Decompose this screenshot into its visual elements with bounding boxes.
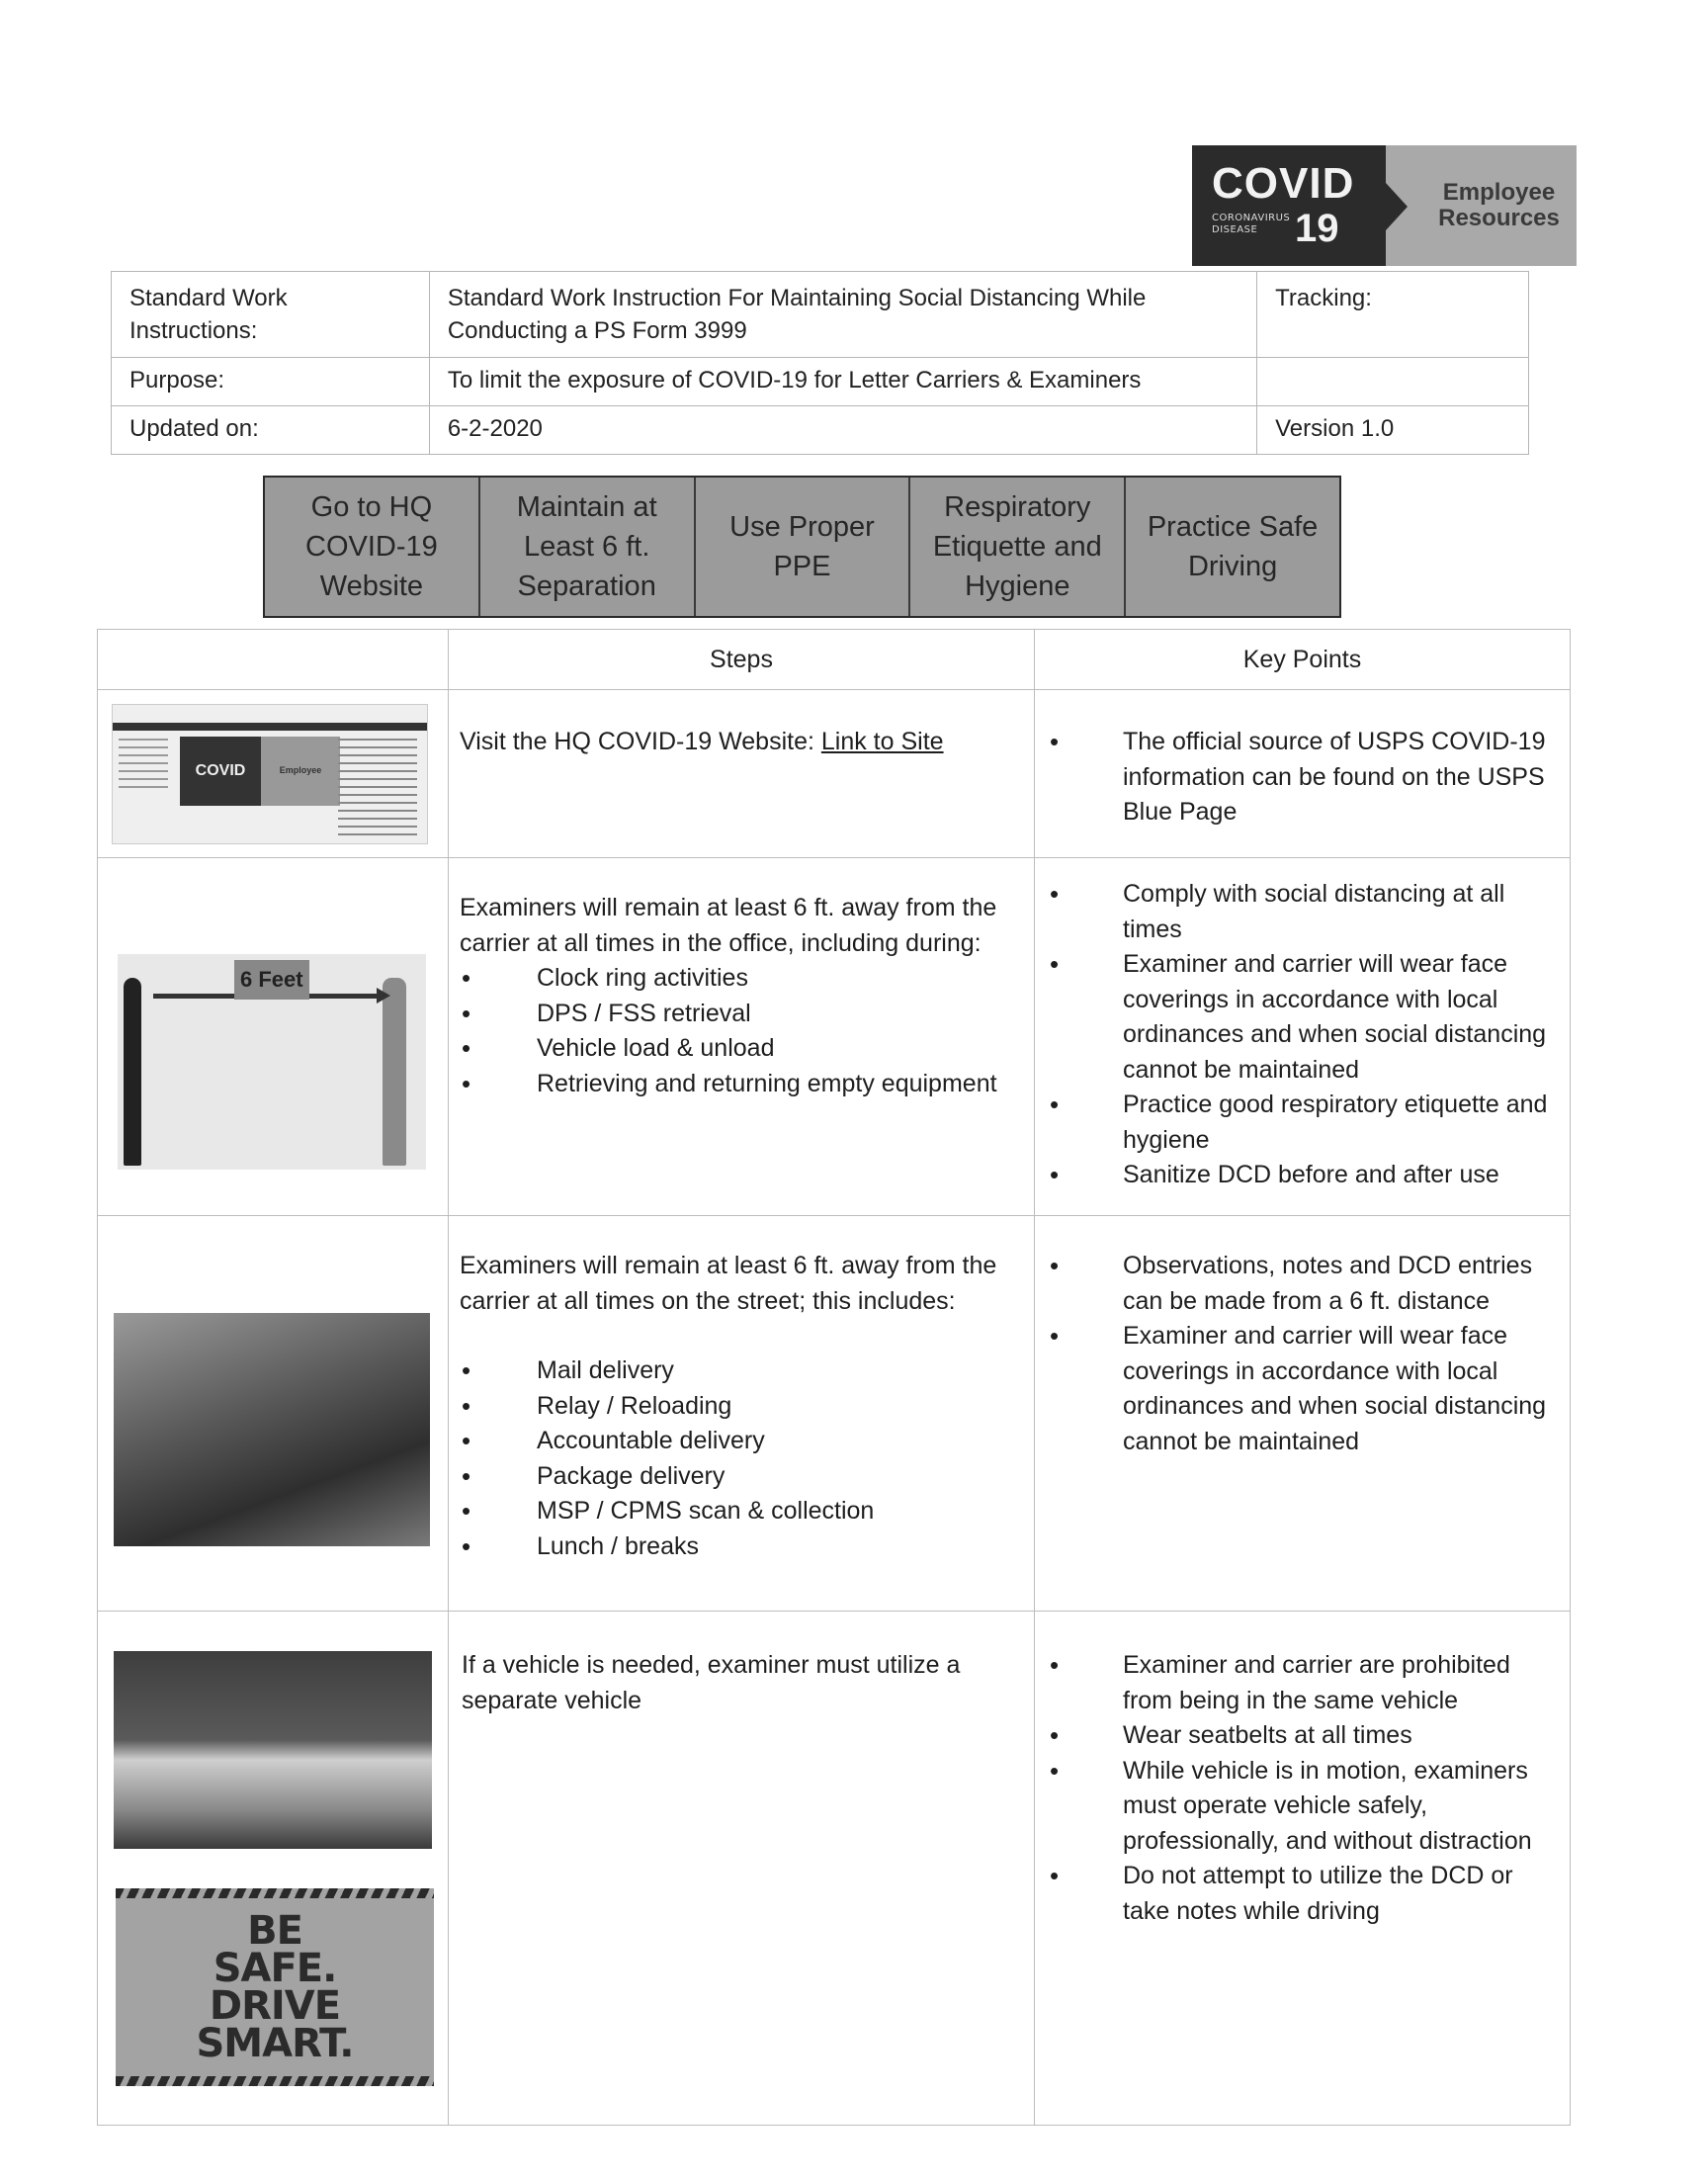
sign-line: BE (247, 1908, 302, 1954)
document-info-table (111, 271, 1529, 455)
covid-employee-resources-logo (1192, 145, 1577, 266)
info-extra (1257, 358, 1529, 406)
key-point: • Examiner and carrier will wear face coverings in accordance with local ordinances and when social distancing cannot be maintained (1048, 1319, 1561, 1459)
person-silhouette-icon (124, 978, 141, 1166)
website-screenshot-image (112, 704, 428, 844)
image-column-header (98, 630, 449, 690)
table-row (98, 858, 1571, 1216)
sign-line: DRIVE (209, 1983, 341, 2029)
steps-table (97, 629, 1571, 2126)
image-cell (98, 1216, 449, 1612)
step-items-list (460, 1353, 1023, 1564)
step-item: • Clock ring activities (460, 961, 1023, 997)
step-item: • MSP / CPMS scan & collection (460, 1494, 1023, 1529)
step-text (450, 859, 1033, 1101)
link-to-site[interactable]: Link to Site (820, 728, 944, 755)
carrier-unloading-photo (114, 1313, 430, 1546)
key-points-cell (1035, 690, 1571, 858)
logo-subtitle (1212, 213, 1290, 236)
key-points-list (1036, 1217, 1569, 1459)
person-silhouette-icon (383, 978, 406, 1166)
postal-van-photo (114, 1651, 432, 1849)
info-label: Standard Work Instructions: (112, 272, 430, 358)
key-points-cell (1035, 1612, 1571, 2126)
step-items-list (460, 961, 1023, 1101)
table-row (98, 1216, 1571, 1612)
key-points-list (1036, 859, 1569, 1193)
guidance-banner (263, 476, 1341, 618)
step-intro: Examiners will remain at least 6 ft. away from the carrier at all times in the office, including during: (460, 894, 997, 957)
info-value: Standard Work Instruction For Maintaining Social Distancing While Conducting a PS Form 3999 (429, 272, 1256, 358)
site-quick-links (338, 739, 417, 837)
key-point: • Examiner and carrier will wear face coverings in accordance with local ordinances and when social distancing cannot be maintained (1048, 947, 1561, 1088)
banner-hq-website: Go to HQ COVID-19 Website (265, 478, 480, 616)
table-row (98, 1612, 1571, 2126)
key-points-list (1036, 691, 1569, 830)
site-covid-logo (180, 737, 340, 806)
step-intro: If a vehicle is needed, examiner must utilize a separate vehicle (462, 1651, 961, 1714)
arrowhead-icon (377, 988, 390, 1004)
step-text (450, 691, 1033, 760)
step-cell (449, 858, 1035, 1216)
key-point: • Sanitize DCD before and after use (1048, 1158, 1561, 1193)
key-point: • The official source of USPS COVID-19 information can be found on the USPS Blue Page (1048, 725, 1561, 830)
banner-respiratory: Respiratory Etiquette and Hygiene (910, 478, 1126, 616)
banner-ppe: Use Proper PPE (696, 478, 911, 616)
version-label: Version 1.0 (1257, 406, 1529, 455)
steps-column-header: Steps (449, 630, 1035, 690)
logo-arrow-icon (1386, 183, 1408, 230)
site-sidebar (119, 739, 168, 788)
table-row (98, 690, 1571, 858)
six-feet-distance-image (118, 954, 426, 1170)
key-point: • Observations, notes and DCD entries can be made from a 6 ft. distance (1048, 1249, 1561, 1319)
step-item: • Vehicle load & unload (460, 1031, 1023, 1067)
image-cell (98, 690, 449, 858)
step-item: • Accountable delivery (460, 1424, 1023, 1459)
hazard-stripe (116, 1888, 434, 1898)
site-nav-bar (113, 723, 427, 731)
step-text (450, 1217, 1033, 1564)
step-item: • Package delivery (460, 1459, 1023, 1495)
table-header-row (98, 630, 1571, 690)
spacer (460, 1319, 1023, 1353)
key-point: • Do not attempt to utilize the DCD or take notes while driving (1048, 1859, 1561, 1929)
step-text (450, 1613, 1033, 1718)
step-item: • Relay / Reloading (460, 1389, 1023, 1425)
key-points-cell (1035, 1216, 1571, 1612)
key-point: • Wear seatbelts at all times (1048, 1718, 1561, 1754)
info-label: Updated on: (112, 406, 430, 455)
step-item: • Mail delivery (460, 1353, 1023, 1389)
site-logo-dark: COVID (180, 737, 261, 806)
sign-line: SAFE. (213, 1946, 337, 1991)
logo-sub-line1: CORONAVIRUS (1212, 213, 1291, 223)
covid19-logo-mark (1192, 145, 1386, 266)
logo-covid-text: COVID (1212, 159, 1355, 208)
hazard-stripe (116, 2076, 434, 2086)
step-item: • DPS / FSS retrieval (460, 997, 1023, 1032)
logo-employee: Employee (1442, 179, 1556, 206)
image-cell (98, 858, 449, 1216)
step-cell (449, 1216, 1035, 1612)
banner-safe-driving: Practice Safe Driving (1147, 511, 1319, 582)
six-feet-label: 6 Feet (234, 960, 309, 1000)
banner-six-feet: Maintain at Least 6 ft. Separation (480, 478, 696, 616)
step-intro: Visit the HQ COVID-19 Website: (460, 728, 821, 755)
step-intro: Examiners will remain at least 6 ft. away from the carrier at all times on the street; this includes: (460, 1252, 997, 1315)
logo-employee-resources (1386, 145, 1577, 266)
info-row-updated (112, 406, 1529, 455)
logo-19-text: 19 (1295, 207, 1339, 250)
key-points-list (1036, 1613, 1569, 1929)
logo-sub-line2: DISEASE (1212, 224, 1258, 235)
info-row-purpose (112, 358, 1529, 406)
step-cell (449, 690, 1035, 858)
logo-resources: Resources (1438, 205, 1560, 231)
tracking-label: Tracking: (1257, 272, 1529, 358)
step-item: • Lunch / breaks (460, 1529, 1023, 1565)
step-item: • Retrieving and returning empty equipment (460, 1067, 1023, 1102)
logo-employee-resources-text (1403, 180, 1560, 231)
info-value: 6-2-2020 (429, 406, 1256, 455)
info-value: To limit the exposure of COVID-19 for Letter Carriers & Examiners (429, 358, 1256, 406)
step-cell (449, 1612, 1035, 2126)
key-point: • Examiner and carrier are prohibited from being in the same vehicle (1048, 1648, 1561, 1718)
be-safe-drive-smart-sign (116, 1888, 434, 2086)
sign-line: SMART. (196, 2021, 354, 2066)
image-cell (98, 1612, 449, 2126)
info-row-title (112, 272, 1529, 358)
key-point: • Comply with social distancing at all times (1048, 877, 1561, 947)
key-points-column-header: Key Points (1035, 630, 1571, 690)
site-logo-light: Employee (261, 737, 340, 806)
key-point: • Practice good respiratory etiquette and hygiene (1048, 1088, 1561, 1158)
key-points-cell (1035, 858, 1571, 1216)
key-point: • While vehicle is in motion, examiners must operate vehicle safely, professionally, and without distraction (1048, 1754, 1561, 1860)
info-label: Purpose: (112, 358, 430, 406)
